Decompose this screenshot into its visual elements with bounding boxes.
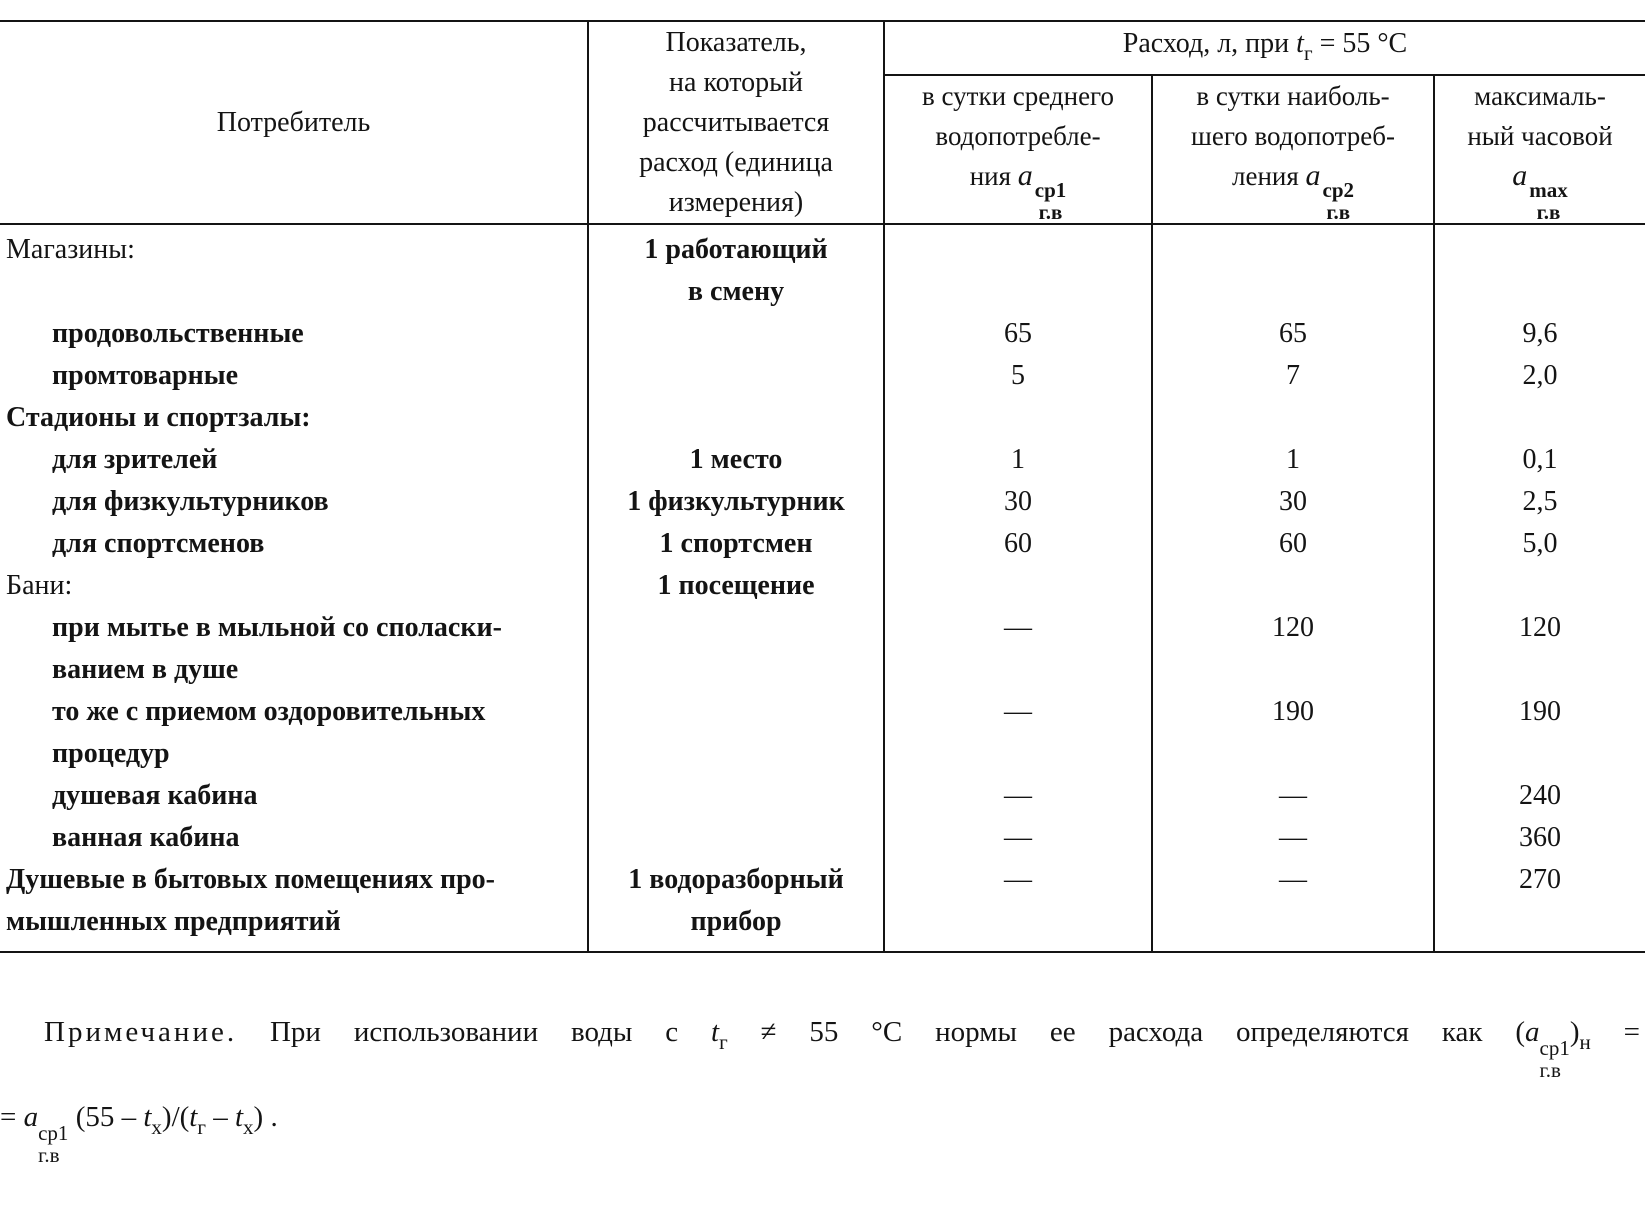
unit-cell [588,439,884,481]
header-indicator-line: расход (единица [639,146,833,178]
table-row [0,859,1645,952]
header-indicator-line: на который [669,66,803,98]
avg-day-cell [884,397,1152,439]
note-line-2: = a ср1 г.в $(55 - t_х)/(t_г - t_х)$ . [0,1101,278,1167]
avg-day-cell: — [884,859,1152,952]
header-indicator [588,21,884,224]
consumer-cell: Стадионы и спортзалы: [0,397,588,439]
unit-cell [588,523,884,565]
table-note [0,1010,1640,1166]
unit-line: 1 работающий [644,234,828,265]
max-hour-cell: 5,0 [1522,528,1558,559]
table-row [0,224,1645,313]
header-max-hour: максималь- ный часовой a max г.в [1434,75,1645,224]
avg-day-cell: 1 [884,439,1152,481]
table-row [0,817,1645,859]
consumer-cell: для физкультурников [0,481,588,523]
unit-line: 1 посещение [657,570,815,601]
header-avg-day: в сутки среднего водопотребле- ния a ср1 г.в [884,75,1152,224]
consumer-cell: для спортсменов [0,523,588,565]
consumer-cell: при мытье в мыльной со споласки- ванием в душе [0,607,588,691]
unit-cell [588,607,884,691]
unit-cell [588,775,884,817]
unit-cell [588,859,884,952]
avg-day-cell: 5 [884,355,1152,397]
table-row [0,481,1645,523]
unit-cell [588,565,884,607]
max-day-cell: 7 [1152,355,1434,397]
avg-day-cell: — [884,775,1152,817]
max-day-cell: — [1152,775,1434,817]
max-hour-cell: 2,0 [1522,360,1558,391]
unit-cell [588,691,884,775]
max-day-cell [1152,224,1434,313]
max-day-cell: 30 [1152,481,1434,523]
max-day-cell [1152,565,1434,607]
max-hour-cell: 0,1 [1522,444,1558,475]
unit-line: 1 спортсмен [659,528,813,559]
consumer-cell: продовольственные [0,313,588,355]
max-hour-cell: 240 [1519,780,1562,811]
avg-day-cell [884,224,1152,313]
water-norms-table [0,20,1645,953]
max-day-cell: 190 [1152,691,1434,775]
table-body [0,224,1645,952]
max-hour-cell: 270 [1434,859,1645,952]
table-row [0,607,1645,691]
max-day-cell [1152,397,1434,439]
max-day-cell: — [1152,859,1434,952]
table-row [0,775,1645,817]
header-consumption-group: Расход, л, при $t_г = 55$ °С [884,21,1645,75]
max-day-cell: 65 [1152,313,1434,355]
unit-cell [588,355,884,397]
max-day-cell: 60 [1152,523,1434,565]
avg-day-cell: 65 [884,313,1152,355]
unit-cell [588,481,884,523]
unit-line: прибор [690,906,782,937]
unit-line: 1 место [689,444,783,475]
table-row [0,523,1645,565]
header-indicator-line: измерения) [668,186,804,218]
table-row [0,691,1645,775]
unit-line: 1 водоразборный [628,864,844,895]
max-day-cell: — [1152,817,1434,859]
max-hour-cell: 360 [1519,822,1562,853]
max-day-cell: 1 [1152,439,1434,481]
table-row [0,355,1645,397]
header-indicator-line: рассчитывается [642,106,830,138]
max-hour-cell [1434,224,1645,313]
max-hour-cell: 120 [1519,612,1562,643]
unit-cell [588,224,884,313]
consumer-cell: Бани: [0,565,588,607]
avg-day-cell: 30 [884,481,1152,523]
table-wrapper [0,20,1649,953]
header-max-day: в сутки наиболь- шего водопотреб- ления a ср2 г.в [1152,75,1434,224]
note-line-1: Примечание. При использовании воды с $t_г \ne 55$ °С нормы ее расхода определяются как (a ср1 г.в )$_н$ = [44,1016,1641,1082]
consumer-cell: душевая кабина [0,775,588,817]
avg-day-cell: — [884,607,1152,691]
unit-cell [588,397,884,439]
max-hour-cell [1434,397,1645,439]
max-hour-cell: 2,5 [1522,486,1558,517]
max-hour-cell: 9,6 [1522,318,1558,349]
avg-day-cell: — [884,817,1152,859]
consumer-cell: промтоварные [0,355,588,397]
unit-cell [588,313,884,355]
consumer-cell: то же с приемом оздоровительных процедур [0,691,588,775]
unit-cell [588,817,884,859]
avg-day-cell: 60 [884,523,1152,565]
unit-line: 1 физкультурник [627,486,845,517]
header-indicator-line: Показатель, [665,26,807,58]
max-day-cell: 120 [1152,607,1434,691]
max-hour-cell [1434,565,1645,607]
table-row [0,313,1645,355]
table-row [0,565,1645,607]
consumer-cell: ванная кабина [0,817,588,859]
max-hour-cell: 190 [1519,696,1562,727]
unit-line: в смену [687,276,785,307]
header-consumer: Потребитель [0,21,588,224]
avg-day-cell [884,565,1152,607]
consumer-cell: Магазины: [0,224,588,313]
avg-day-cell: — [884,691,1152,775]
consumer-cell: Душевые в бытовых помещениях про- мышленных предприятий [0,859,588,952]
table-row [0,397,1645,439]
consumer-cell: для зрителей [0,439,588,481]
table-row [0,439,1645,481]
